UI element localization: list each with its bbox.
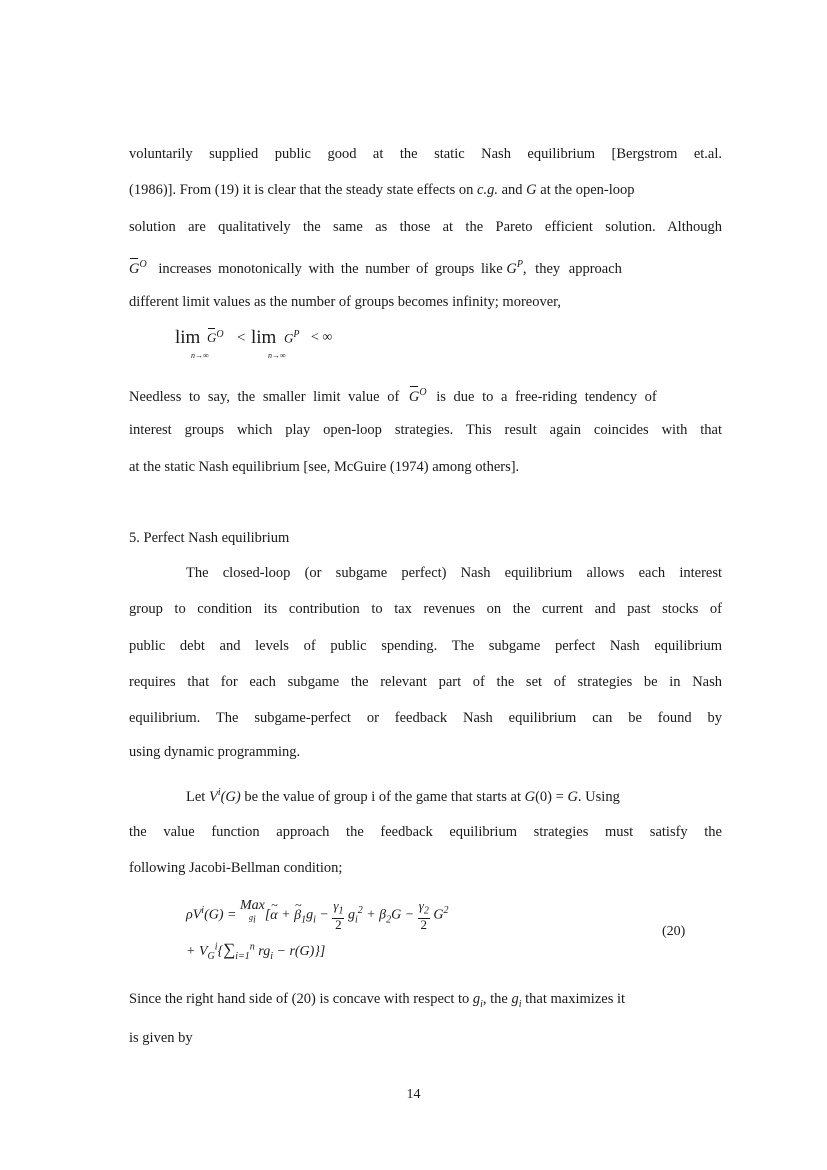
- text-line: The closed-loop (or subgame perfect) Nash equilibrium allows each interest: [186, 565, 722, 581]
- text-line: public debt and levels of public spending. The subgame perfect Nash equilibrium: [129, 638, 722, 654]
- text-line: (1986)]. From (19) it is clear that the steady state effects on c.g. and G at the open-loop: [129, 182, 635, 198]
- text-line: different limit values as the number of groups becomes infinity; moreover,: [129, 294, 562, 310]
- text-line: group to condition its contribution to tax revenues on the current and past stocks of: [129, 601, 722, 617]
- text-line: the value function approach the feedback equilibrium strategies must satisfy the: [129, 824, 722, 840]
- text-line: Needless to say, the smaller limit value of $G^O$ is due to a free-riding tendency of: [129, 387, 657, 405]
- page-number: 14: [406, 1087, 421, 1102]
- equation-20: $\rho V^i(G)$ = Max $g_i$ [~ α + ~ $\beta_1g_i$ − $\frac{\gamma_1}{2}$ $g_i^2 + \beta_2G$ − $\frac{\gamma_2}{2}$ $G^2$ + $V_G^i\{\sum_{i=1}^n$ $rg_i - r(G)$}] (20): [186, 898, 726, 970]
- text-line: solution are qualitatively the same as those at the Pareto efficient solution. Although: [129, 219, 722, 235]
- text-line: following Jacobi-Bellman condition;: [129, 860, 343, 876]
- text-line: at the static Nash equilibrium [see, McGuire (1974) among others].: [129, 459, 520, 475]
- text-line: using dynamic programming.: [129, 744, 301, 760]
- limit-equation: lim n→∞ $G^O$ < lim n→∞ $G^P$ < ∞: [175, 327, 333, 360]
- text-line: interest groups which play open-loop strategies. This result again coincides with that: [129, 422, 722, 438]
- text-line: equilibrium. The subgame-perfect or feedback Nash equilibrium can be found by: [129, 710, 722, 726]
- text-line: Let $V^i(G)$ be the value of group i of the game that starts at G(0) = G. Using: [186, 787, 620, 805]
- text-line: Since the right hand side of (20) is concave with respect to $g_i$, the $g_i$ that maximizes it: [129, 991, 626, 1010]
- text-line: is given by: [129, 1030, 193, 1046]
- section-heading: 5. Perfect Nash equilibrium: [129, 530, 290, 546]
- text-line: $G^O$ increases monotonically with the number of groups like $G^P$, they approach: [129, 259, 622, 277]
- equation-number: (20): [662, 924, 686, 939]
- text-line: voluntarily supplied public good at the static Nash equilibrium [Bergstrom et.al.: [129, 146, 722, 162]
- text-line: requires that for each subgame the relevant part of the set of strategies be in Nash: [129, 674, 722, 690]
